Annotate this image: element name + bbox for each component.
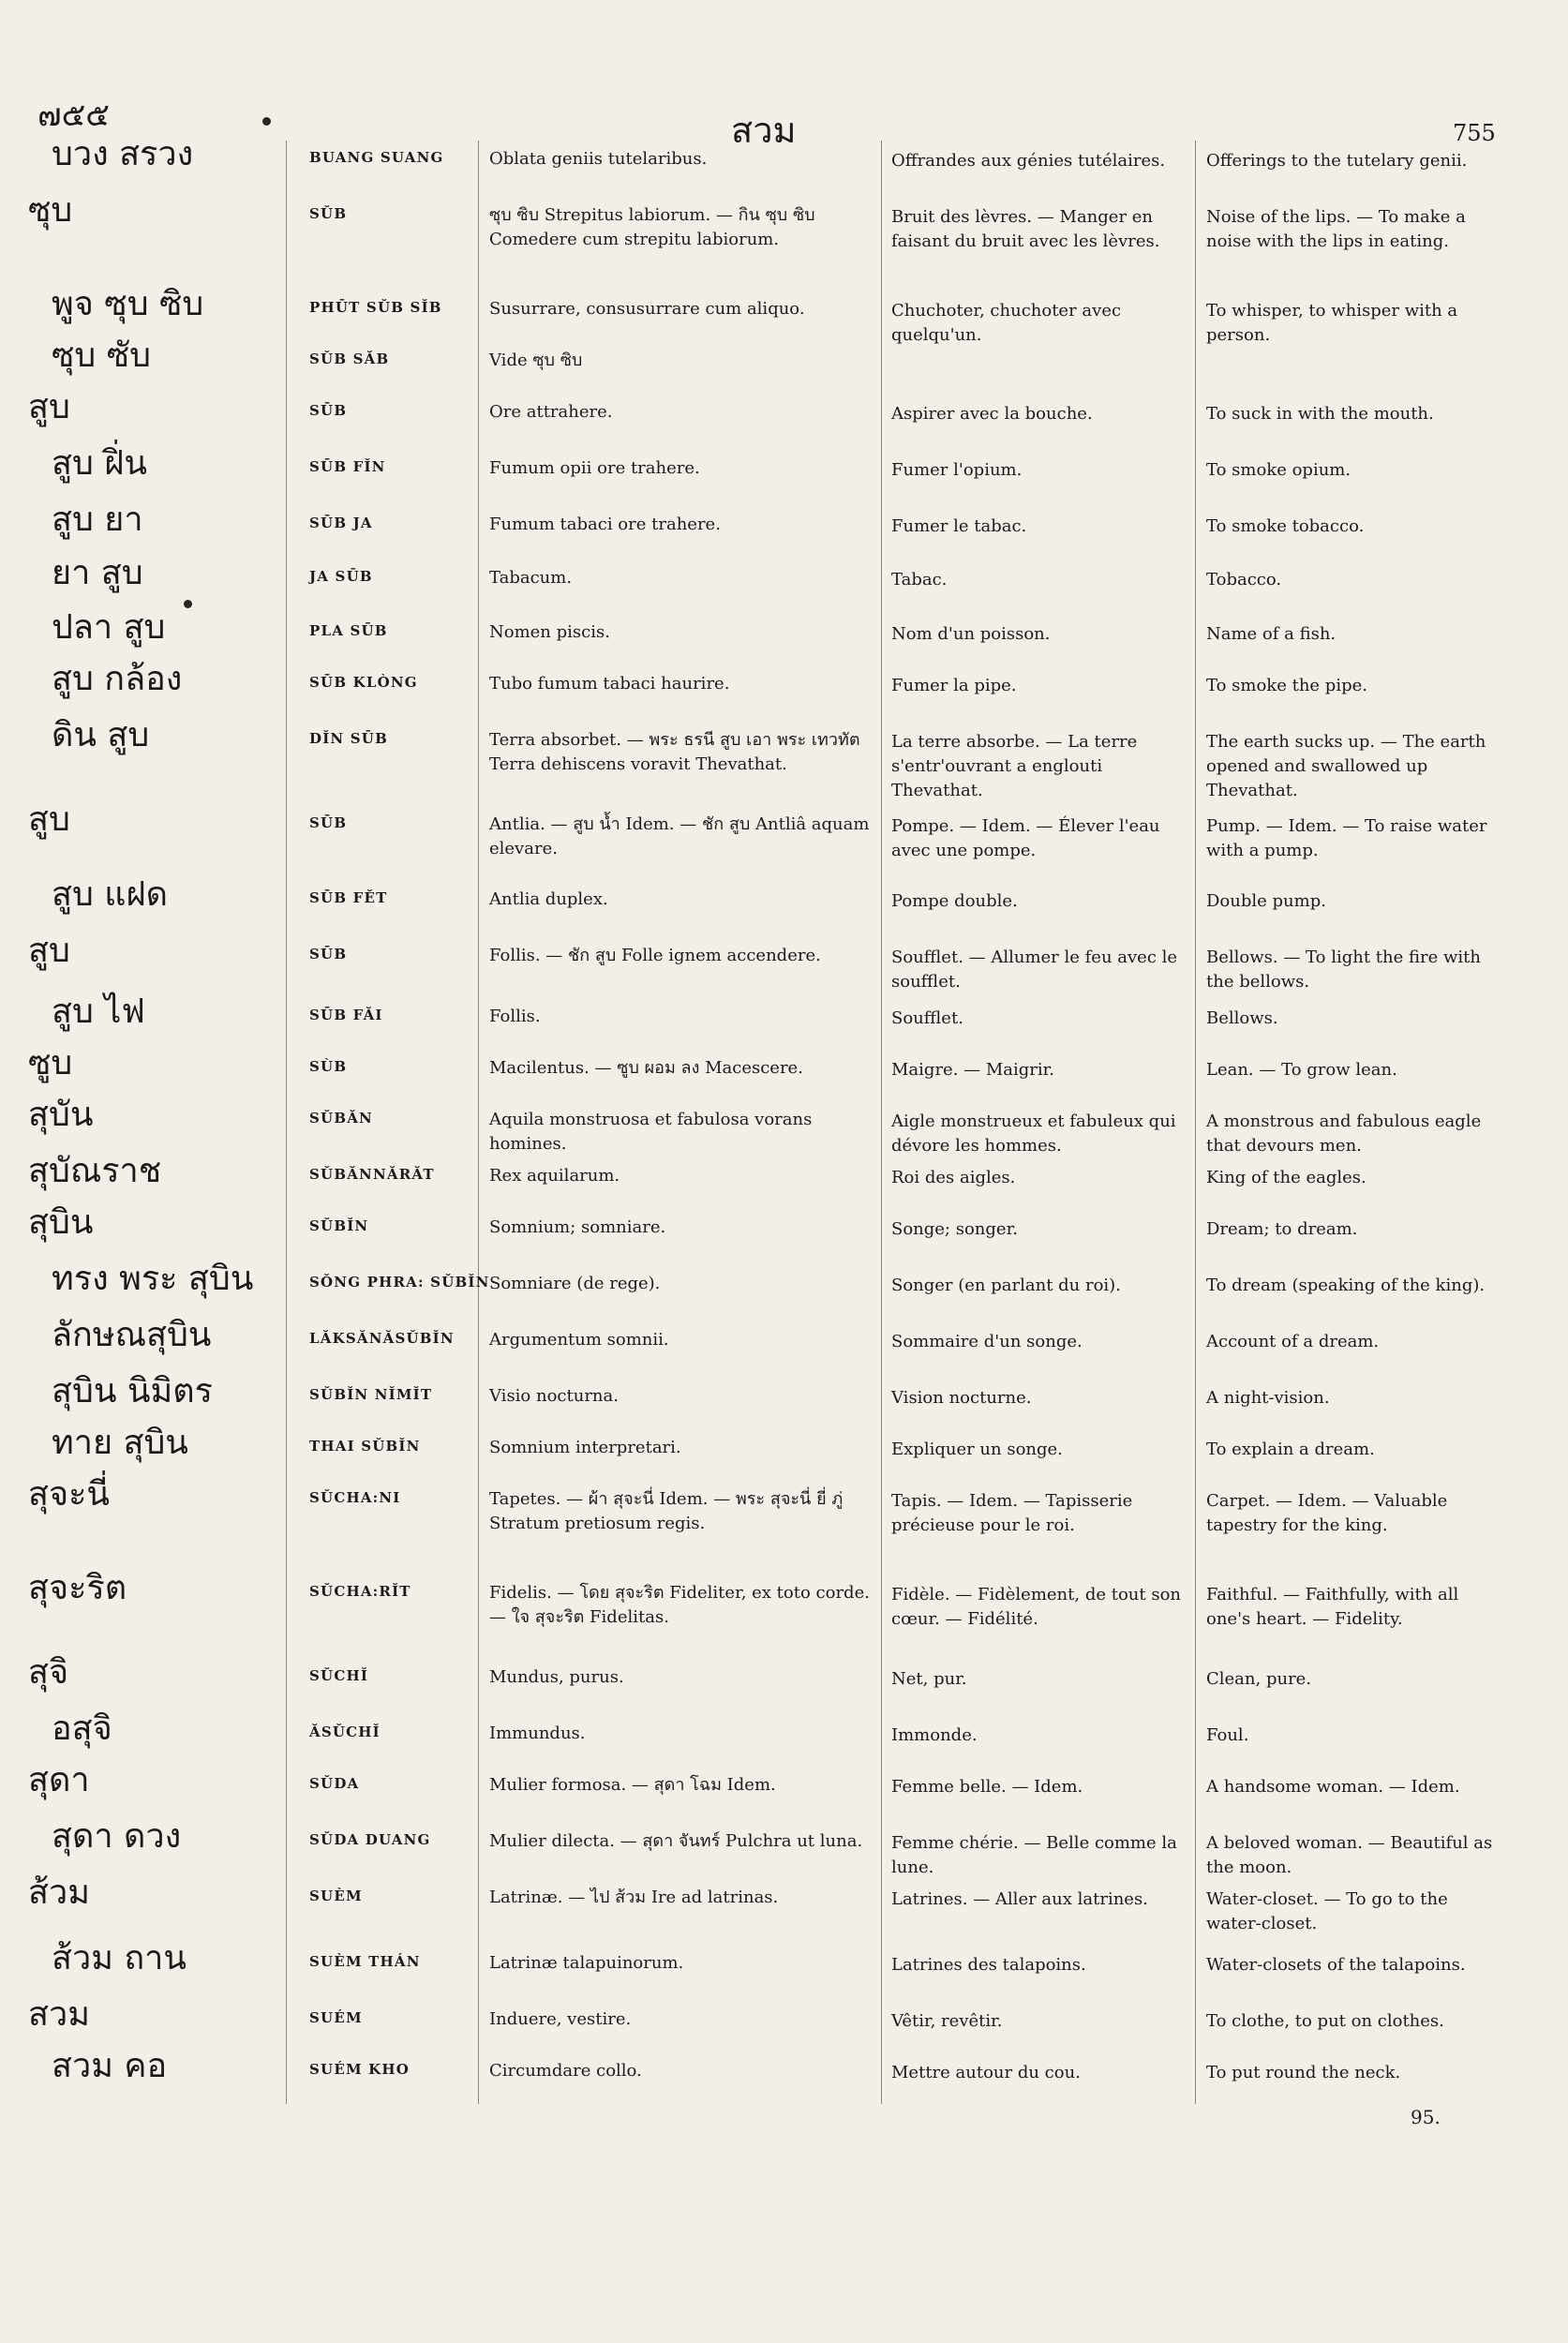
entry-latin: Fidelis. — โดย สุจะริต Fideliter, ex toto corde. — ใจ สุจะริต Fidelitas. — [489, 1583, 870, 1627]
thai-page-number: ๗๕๕ — [37, 97, 111, 134]
entry-latin: Latrinæ. — ไป ส้วม Ire ad latrinas. — [489, 1888, 779, 1907]
entry-transliteration: SŬDA DUANG — [309, 1831, 431, 1848]
entry-thai: บวง สรวง — [52, 135, 194, 173]
entry-transliteration: SŪB JA — [309, 515, 373, 531]
entry-transliteration: SŪB — [309, 946, 348, 963]
entry-english: King of the eagles. — [1206, 1168, 1366, 1187]
entry-transliteration: SÙB — [309, 1058, 348, 1075]
entry-thai: ส้วม ถาน — [52, 1939, 187, 1977]
entry-english: To dream (speaking of the king). — [1206, 1276, 1486, 1295]
entry-french: Sommaire d'un songe. — [891, 1332, 1083, 1351]
entry-thai: อสุจิ — [52, 1709, 112, 1748]
entry-latin: Nomen piscis. — [489, 622, 610, 642]
entry-thai: ทาย สุบิน — [52, 1424, 188, 1462]
entry-transliteration: DĬN SŪB — [309, 730, 388, 747]
entry-english: Name of a fish. — [1206, 624, 1337, 644]
entry-english: Clean, pure. — [1206, 1669, 1312, 1689]
entry-english: Tobacco. — [1206, 570, 1282, 589]
entry-transliteration: PLA SŪB — [309, 622, 388, 639]
entry-latin: Antlia. — สูบ น้ำ Idem. — ชัก สูบ Antliâ aquam elevare. — [489, 814, 870, 858]
entry-thai: สูบ แฝด — [52, 875, 168, 914]
entry-latin: Tubo fumum tabaci haurire. — [489, 674, 730, 694]
entry-transliteration: SŬBĂN — [309, 1110, 373, 1127]
entry-thai: สุบิน นิมิตร — [52, 1372, 213, 1410]
entry-latin: Somniare (de rege). — [489, 1274, 661, 1293]
entry-english: To smoke opium. — [1206, 460, 1351, 480]
entry-thai: สูบ ฝิ่น — [52, 444, 147, 483]
entry-transliteration: SŪB KLÒNG — [309, 674, 418, 691]
entry-english: A handsome woman. — Idem. — [1206, 1777, 1460, 1797]
entry-french: Latrines des talapoins. — [891, 1955, 1086, 1975]
entry-english: Double pump. — [1206, 891, 1326, 911]
entry-french: Chuchoter, chuchoter avec quelqu'un. — [891, 301, 1122, 345]
entry-transliteration: SŪB — [309, 402, 348, 419]
entry-english: To clothe, to put on clothes. — [1206, 2011, 1444, 2031]
entry-latin: Mulier formosa. — สุดา โฉม Idem. — [489, 1775, 776, 1795]
entry-transliteration: SŎNG PHRA: SŬBĬN — [309, 1274, 490, 1291]
entry-french: Pompe. — Idem. — Élever l'eau avec une pompe. — [891, 816, 1160, 860]
entry-latin: Terra absorbet. — พระ ธรนี สูบ เอา พระ เทวทัต Terra dehiscens voravit Thevathat. — [489, 730, 860, 774]
entry-transliteration: PHŪT SŬB SĬB — [309, 299, 442, 316]
entry-thai: สูบ — [28, 800, 70, 839]
entry-french: Aspirer avec la bouche. — [891, 404, 1093, 424]
entry-english: Pump. — Idem. — To raise water with a pump. — [1206, 816, 1487, 860]
entry-transliteration: ĂSŬCHĬ — [309, 1724, 381, 1740]
entry-english: To put round the neck. — [1206, 2063, 1401, 2082]
entry-thai: สวม — [28, 1995, 90, 2034]
entry-transliteration: SUÈM — [309, 1888, 363, 1904]
entry-french: Latrines. — Aller aux latrines. — [891, 1889, 1148, 1909]
entry-french: Songe; songer. — [891, 1219, 1018, 1239]
entry-thai: ลักษณสุบิน — [52, 1316, 212, 1354]
entry-english: To whisper, to whisper with a person. — [1206, 301, 1458, 345]
entry-thai: ปลา สูบ — [52, 608, 166, 647]
entry-english: A night-vision. — [1206, 1388, 1330, 1408]
entry-latin: Somnium; somniare. — [489, 1217, 666, 1237]
entry-english: The earth sucks up. — The earth opened and swallowed up Thevathat. — [1206, 732, 1486, 800]
entry-transliteration: BUANG SUANG — [309, 149, 444, 166]
entry-thai: สูบ — [28, 388, 70, 426]
entry-latin: Follis. — [489, 1007, 541, 1026]
entry-transliteration: SŬBĬN — [309, 1217, 369, 1234]
entry-latin: Immundus. — [489, 1724, 586, 1743]
entry-transliteration: SŬBĂNNĂRĂT — [309, 1166, 435, 1183]
entry-transliteration: SŬB — [309, 205, 348, 222]
entry-latin: ซุบ ซิบ Strepitus labiorum. — กิน ซุบ ซิบ Comedere cum strepitu labiorum. — [489, 205, 815, 249]
entry-french: Pompe double. — [891, 891, 1018, 911]
entry-thai: สุบัน — [28, 1096, 94, 1134]
entry-french: Soufflet. — Allumer le feu avec le soufflet. — [891, 948, 1178, 992]
entry-thai: สุดา ดวง — [52, 1817, 182, 1856]
entry-thai: สุจะริต — [28, 1569, 127, 1607]
entry-french: Nom d'un poisson. — [891, 624, 1051, 644]
entry-latin: Ore attrahere. — [489, 402, 613, 422]
entry-latin: Latrinæ talapuinorum. — [489, 1953, 684, 1973]
entry-thai: ซูบ — [28, 1044, 73, 1082]
entry-french: Offrandes aux génies tutélaires. — [891, 151, 1166, 171]
running-headword: สวม — [731, 110, 797, 151]
entry-transliteration: THAI SŬBĬN — [309, 1438, 421, 1455]
entry-transliteration: SŬCHA:RĬT — [309, 1583, 411, 1600]
entry-latin: Argumentum somnii. — [489, 1330, 669, 1350]
entry-french: Vêtir, revêtir. — [891, 2011, 1003, 2031]
entry-latin: Induere, vestire. — [489, 2009, 632, 2029]
entry-latin: Circumdare collo. — [489, 2061, 642, 2081]
entry-english: To smoke tobacco. — [1206, 516, 1365, 536]
entry-french: Maigre. — Maigrir. — [891, 1060, 1055, 1080]
entry-latin: Aquila monstruosa et fabulosa vorans homines. — [489, 1110, 813, 1154]
entry-thai: ซุบ — [28, 191, 73, 230]
entry-latin: Rex aquilarum. — [489, 1166, 620, 1186]
entry-french: La terre absorbe. — La terre s'entr'ouvrant a englouti Thevathat. — [891, 732, 1138, 800]
entry-english: To explain a dream. — [1206, 1440, 1375, 1459]
entry-thai: สุดา — [28, 1761, 90, 1799]
entry-transliteration: SŬDA — [309, 1775, 360, 1792]
entry-latin: Fumum tabaci ore trahere. — [489, 515, 721, 534]
entry-latin: Follis. — ชัก สูบ Folle ignem accendere. — [489, 946, 821, 965]
entry-latin: Mundus, purus. — [489, 1667, 624, 1687]
entry-thai: พูจ ซุบ ซิบ — [52, 285, 204, 323]
entry-english: Dream; to dream. — [1206, 1219, 1358, 1239]
entry-transliteration: SŪB — [309, 814, 348, 831]
entry-french: Femme chérie. — Belle comme la lune. — [891, 1833, 1177, 1877]
entry-thai: สูบ ไฟ — [52, 992, 145, 1031]
entry-english: Carpet. — Idem. — Valuable tapestry for the king. — [1206, 1491, 1448, 1535]
entry-thai: สุบัณราช — [28, 1152, 162, 1190]
entry-french: Net, pur. — [891, 1669, 967, 1689]
entry-transliteration: SŬCHĬ — [309, 1667, 369, 1684]
signature-mark: 95. — [1411, 2106, 1441, 2128]
entry-latin: Tapetes. — ผ้า สุจะนี่ Idem. — พระ สุจะนี่ ยี่ ภู่ Stratum pretiosum regis. — [489, 1489, 844, 1533]
entry-french: Fumer l'opium. — [891, 460, 1023, 480]
entry-transliteration: SŬBĬN NĬMĬT — [309, 1386, 433, 1403]
entry-english: Bellows. — [1206, 1008, 1278, 1028]
entry-english: Foul. — [1206, 1725, 1249, 1745]
entry-french: Tabac. — [891, 570, 948, 589]
entry-thai: สูบ — [28, 932, 70, 970]
page-number: 755 — [1453, 120, 1496, 146]
entry-french: Expliquer un songe. — [891, 1440, 1063, 1459]
entry-latin: Fumum opii ore trahere. — [489, 458, 700, 478]
entry-english: A beloved woman. — Beautiful as the moon. — [1206, 1833, 1493, 1877]
entry-english: Account of a dream. — [1206, 1332, 1380, 1351]
entry-thai: สุจิ — [28, 1653, 69, 1692]
entry-latin: Oblata geniis tutelaribus. — [489, 149, 708, 169]
entry-latin: Mulier dilecta. — สุดา จันทร์ Pulchra ut luna. — [489, 1831, 863, 1851]
entry-transliteration: SUÉM KHO — [309, 2061, 411, 2078]
entry-latin: Antlia duplex. — [489, 889, 608, 909]
entry-french: Bruit des lèvres. — Manger en faisant du bruit avec les lèvres. — [891, 207, 1160, 251]
entry-english: To suck in with the mouth. — [1206, 404, 1434, 424]
entry-thai: สูบ กล้อง — [52, 660, 183, 698]
entry-english: Bellows. — To light the fire with the bellows. — [1206, 948, 1481, 992]
entry-french: Tapis. — Idem. — Tapisserie précieuse pour le roi. — [891, 1491, 1133, 1535]
entry-french: Aigle monstrueux et fabuleux qui dévore les hommes. — [891, 1112, 1176, 1156]
entry-transliteration: SUÈM THÁN — [309, 1953, 421, 1970]
entry-thai: ดิน สูบ — [52, 716, 150, 754]
entry-transliteration: SŬCHA:NI — [309, 1489, 401, 1506]
entry-thai: สุจะนี่ — [28, 1475, 111, 1514]
entry-french: Roi des aigles. — [891, 1168, 1016, 1187]
entry-thai: ยา สูบ — [52, 554, 143, 592]
entry-english: Water-closets of the talapoins. — [1206, 1955, 1466, 1975]
entries-table — [0, 136, 1568, 2104]
entry-transliteration: SŪB FĬN — [309, 458, 386, 475]
entry-transliteration: SŬB SĂB — [309, 351, 390, 367]
entry-transliteration: JA SŪB — [309, 568, 373, 585]
entry-french: Vision nocturne. — [891, 1388, 1032, 1408]
entry-thai: ทรง พระ สุบิน — [52, 1260, 254, 1298]
entry-french: Songer (en parlant du roi). — [891, 1276, 1121, 1295]
entry-english: Offerings to the tutelary genii. — [1206, 151, 1468, 171]
ink-spot — [262, 117, 271, 126]
entry-latin: Macilentus. — ซูบ ผอม ลง Macescere. — [489, 1058, 803, 1078]
entry-thai: สวม คอ — [52, 2047, 168, 2085]
entry-french: Fidèle. — Fidèlement, de tout son cœur. — Fidélité. — [891, 1585, 1181, 1629]
entry-latin: Visio nocturna. — [489, 1386, 619, 1406]
entry-latin: Susurrare, consusurrare cum aliquo. — [489, 299, 805, 319]
entry-latin: Vide ซุบ ซิบ — [489, 351, 583, 370]
entry-english: Water-closet. — To go to the water-closet. — [1206, 1889, 1448, 1933]
entry-french: Mettre autour du cou. — [891, 2063, 1081, 2082]
entry-english: A monstrous and fabulous eagle that devours men. — [1206, 1112, 1482, 1156]
entry-english: Noise of the lips. — To make a noise with the lips in eating. — [1206, 207, 1466, 251]
entry-french: Immonde. — [891, 1725, 978, 1745]
entry-thai: ซุบ ซับ — [52, 336, 152, 375]
entry-french: Soufflet. — [891, 1008, 963, 1028]
entry-latin: Tabacum. — [489, 568, 573, 588]
entry-thai: สุบิน — [28, 1203, 94, 1242]
entry-french: Fumer la pipe. — [891, 676, 1017, 695]
entry-transliteration: LĂKSĂNĂSŬBĬN — [309, 1330, 455, 1347]
entry-transliteration: SUÉM — [309, 2009, 363, 2026]
entry-french: Femme belle. — Idem. — [891, 1777, 1083, 1797]
entry-thai: สูบ ยา — [52, 500, 143, 539]
entry-english: Faithful. — Faithfully, with all one's heart. — Fidelity. — [1206, 1585, 1459, 1629]
entry-latin: Somnium interpretari. — [489, 1438, 681, 1457]
entry-french: Fumer le tabac. — [891, 516, 1027, 536]
entry-english: To smoke the pipe. — [1206, 676, 1367, 695]
entry-english: Lean. — To grow lean. — [1206, 1060, 1397, 1080]
entry-thai: ส้วม — [28, 1873, 90, 1912]
entry-transliteration: SŪB FĂI — [309, 1007, 383, 1023]
entry-transliteration: SŪB FĚT — [309, 889, 388, 906]
